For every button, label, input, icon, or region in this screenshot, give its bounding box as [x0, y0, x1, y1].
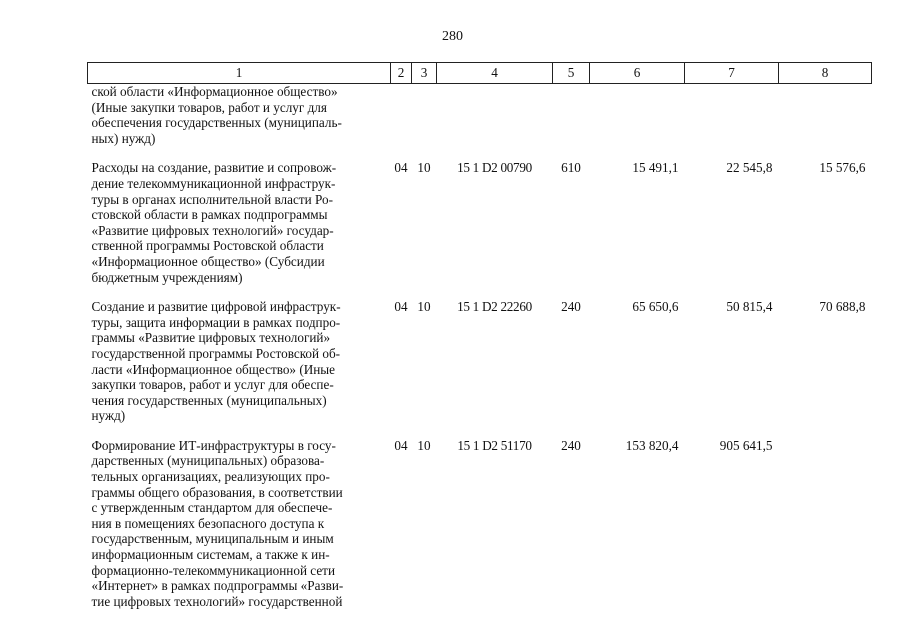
column-header-1: 1	[88, 63, 391, 84]
row-amount-3	[779, 438, 872, 610]
row-amount-2	[685, 84, 779, 147]
row-expense-type: 240	[561, 299, 581, 315]
row-description: Создание и развитие цифровой инфраструк- туры, защита информации в рамках подпро- граммы «Развитие цифровых технологий» государственной программы Ростовской об- ласти «Информационное общество» (Иные закупки товаров, работ и услуг для обеспе- чения государственных (муниципальных) нужд)	[91, 299, 341, 424]
table-row	[88, 438, 872, 610]
row-spacer	[88, 424, 872, 438]
row-target-code: 15 1 D2 51170	[457, 437, 532, 453]
row-amount-2: 22 545,8	[726, 160, 773, 176]
column-header-7: 7	[685, 63, 779, 84]
row-amount-1: 15 491,1	[632, 160, 679, 176]
row-description: Расходы на создание, развитие и сопровож- дение телекоммуникационной инфраструк- туры в органах исполнительной власти Ро- стовской области в рамках подпрограммы «Развитие цифровых технологий» государ- ственной программы Ростовской области «Информационное общество» (Субсидии бюджетным учреждениям)	[91, 160, 337, 285]
row-spacer	[88, 146, 872, 160]
row-amount-3: 70 688,8	[819, 299, 866, 315]
column-header-6: 6	[590, 63, 685, 84]
row-amount-3	[779, 84, 872, 147]
row-description: ской области «Информационное общество» (Иные закупки товаров, работ и услуг для обеспечения государственных (муниципаль- ных) нужд)	[91, 84, 342, 146]
column-header-8: 8	[779, 63, 872, 84]
row-subsection: 10	[417, 299, 431, 315]
column-header-4: 4	[437, 63, 553, 84]
row-section	[391, 84, 412, 147]
table-row	[88, 84, 872, 147]
row-section: 04	[394, 437, 408, 453]
table-row	[88, 299, 872, 424]
row-amount-3: 15 576,6	[819, 160, 866, 176]
row-section: 04	[394, 299, 408, 315]
column-header-2: 2	[391, 63, 412, 84]
row-expense-type	[553, 84, 590, 147]
column-header-5: 5	[553, 63, 590, 84]
table-row	[88, 160, 872, 285]
row-amount-1	[590, 84, 685, 147]
row-subsection: 10	[417, 160, 431, 176]
row-target-code	[437, 84, 553, 147]
row-expense-type: 240	[561, 437, 581, 453]
row-target-code: 15 1 D2 22260	[457, 299, 532, 315]
row-amount-1: 153 820,4	[625, 437, 679, 453]
row-amount-2: 50 815,4	[726, 299, 773, 315]
page-number: 280	[442, 29, 463, 44]
row-subsection: 10	[417, 437, 431, 453]
row-subsection	[412, 84, 437, 147]
row-description: Формирование ИТ-инфраструктуры в госу- дарственных (муниципальных) образова- тельных организациях, реализующих про- граммы общего образования, в соответствии с утвержденным стандартом для обеспече- ния в помещениях безопасного доступа к государственным, муниципальным и иным информационным системам, а также к ин- формационно-телекоммуникационной сети «Интернет» в рамках подпрограммы «Разви- тие цифровых технологий» государственной	[91, 437, 344, 609]
budget-table	[87, 62, 872, 609]
row-amount-2: 905 641,5	[719, 437, 773, 453]
header-row	[88, 63, 872, 84]
row-section: 04	[394, 160, 408, 176]
row-spacer	[88, 285, 872, 299]
row-amount-1: 65 650,6	[632, 299, 679, 315]
column-header-3: 3	[412, 63, 437, 84]
row-target-code: 15 1 D2 00790	[457, 160, 532, 176]
row-expense-type: 610	[561, 160, 581, 176]
